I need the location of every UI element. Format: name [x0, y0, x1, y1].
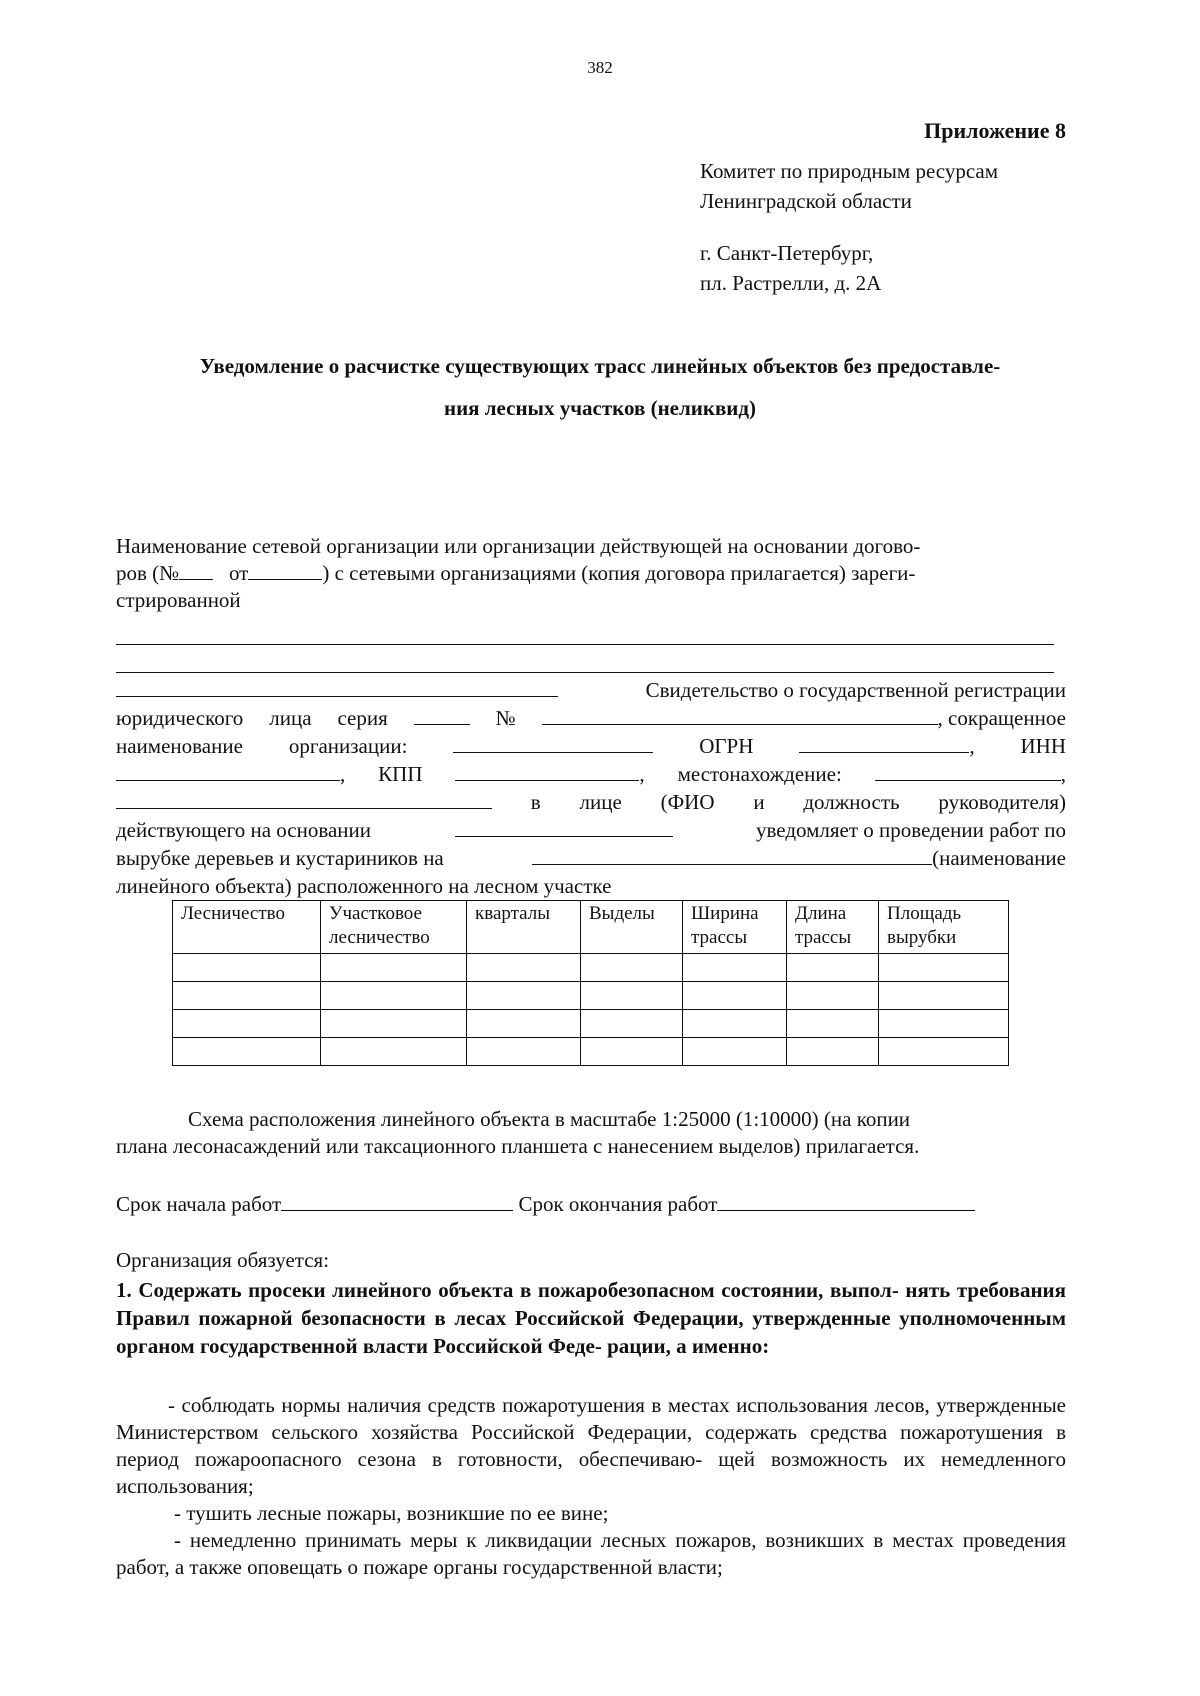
- org-name-field-3[interactable]: [116, 678, 558, 697]
- kpp-field[interactable]: [455, 762, 639, 781]
- location-field[interactable]: [875, 762, 1061, 781]
- location-field-2[interactable]: [116, 790, 492, 809]
- obligation-bullet-1: - соблюдать нормы наличия средств пожаротушения в местах использования лесов, утвержденные Министерством сельского хозяйства Российской Федерации, содержать средства пожаротушения в период пожароопасного сезона в готовности, обеспечиваю- щей возможность их немедленного использования;: [116, 1393, 1066, 1498]
- table-row: [173, 954, 1009, 982]
- obligations-intro: Организация обязуется:: [116, 1248, 330, 1272]
- inn-field[interactable]: [116, 762, 340, 781]
- object-line: линейного объекта) расположенного на лесном участке: [116, 874, 612, 898]
- recipient-line: пл. Растрелли, д. 2А: [700, 271, 882, 295]
- header-route-width: Ширина трассы: [683, 901, 787, 954]
- appendix-label: Приложение 8: [924, 118, 1066, 143]
- forest-plot-table: [172, 900, 1009, 1066]
- recipient-line: г. Санкт-Петербург,: [700, 241, 874, 265]
- obligation-bullet-3: - немедленно принимать меры к ликвидации лесных пожаров, возникших в местах проведения работ, а также оповещать о пожаре органы государственной власти;: [116, 1528, 1066, 1579]
- table-row: [173, 1010, 1009, 1038]
- scheme-line-2: плана лесонасаждений или таксационного планшета с нанесением выделов) прилагается.: [116, 1134, 920, 1158]
- intro-line-2: ров (№ от ) с сетевыми организациями (копия договора прилагается) зареги-: [116, 561, 916, 585]
- header-quarters: кварталы: [467, 901, 581, 954]
- abbrev-name-field[interactable]: [453, 734, 653, 753]
- work-dates-line: Срок начала работ Срок окончания работ: [116, 1192, 975, 1217]
- name-line: наименование организации: ОГРН , ИНН: [116, 734, 1066, 758]
- header-route-length: Длина трассы: [787, 901, 879, 954]
- intro-line-1: Наименование сетевой организации или организации действующей на основании догово-: [116, 534, 921, 558]
- org-name-field-1[interactable]: [116, 644, 1054, 645]
- felling-line: вырубке деревьев и кустариников на (наименование: [116, 846, 1066, 870]
- ogrn-field[interactable]: [799, 734, 969, 753]
- page-number: 382: [587, 58, 613, 77]
- recipient-location: [700, 238, 881, 298]
- scheme-line-1: Схема расположения линейного объекта в масштабе 1:25000 (1:10000) (на копии: [188, 1107, 911, 1131]
- table-row: [173, 982, 1009, 1010]
- header-felling-area: Площадь вырубки: [879, 901, 1009, 954]
- acting-line: действующего на основании уведомляет о проведении работ по: [116, 818, 1066, 842]
- start-date-field[interactable]: [281, 1192, 513, 1211]
- basis-field[interactable]: [455, 818, 673, 837]
- contract-date-field[interactable]: [248, 561, 322, 580]
- object-name-field[interactable]: [532, 846, 932, 865]
- document-title-line-2: ния лесных участков (неликвид): [443, 396, 757, 420]
- recipient-line: Комитет по природным ресурсам: [700, 159, 999, 183]
- cert-number-field[interactable]: [542, 706, 938, 725]
- series-field[interactable]: [414, 706, 470, 725]
- cert-line: Свидетельство о государственной регистрации: [116, 676, 1066, 704]
- header-district-forestry: Участковое лесничество: [321, 901, 467, 954]
- org-name-field-2[interactable]: [116, 672, 1054, 673]
- kpp-line: , КПП , местонахождение: ,: [116, 760, 1066, 788]
- table-header-row: [173, 901, 1009, 954]
- face-line: в лице (ФИО и должность руководителя): [116, 788, 1066, 816]
- series-line: юридического лица серия № , сокращенное: [116, 706, 1066, 730]
- intro-line-3: стрированной: [116, 588, 241, 612]
- contract-number-field[interactable]: [179, 561, 213, 580]
- header-plots: Выделы: [581, 901, 683, 954]
- recipient-line: Ленинградской области: [700, 189, 912, 213]
- table-row: [173, 1038, 1009, 1066]
- obligation-bullet-2: - тушить лесные пожары, возникшие по ее вине;: [174, 1501, 609, 1525]
- obligation-item-1: 1. Содержать просеки линейного объекта в пожаробезопасном состоянии, выпол- нять требования Правил пожарной безопасности в лесах Российской Федерации, утвержденные уполномоченным органом государственной власти Российской Феде- рации, а именно:: [116, 1278, 1066, 1358]
- document-title-line-1: Уведомление о расчистке существующих трасс линейных объектов без предоставле-: [199, 354, 1001, 378]
- recipient-address: [700, 156, 998, 216]
- header-forestry: Лесничество: [173, 901, 321, 954]
- end-date-field[interactable]: [717, 1192, 975, 1211]
